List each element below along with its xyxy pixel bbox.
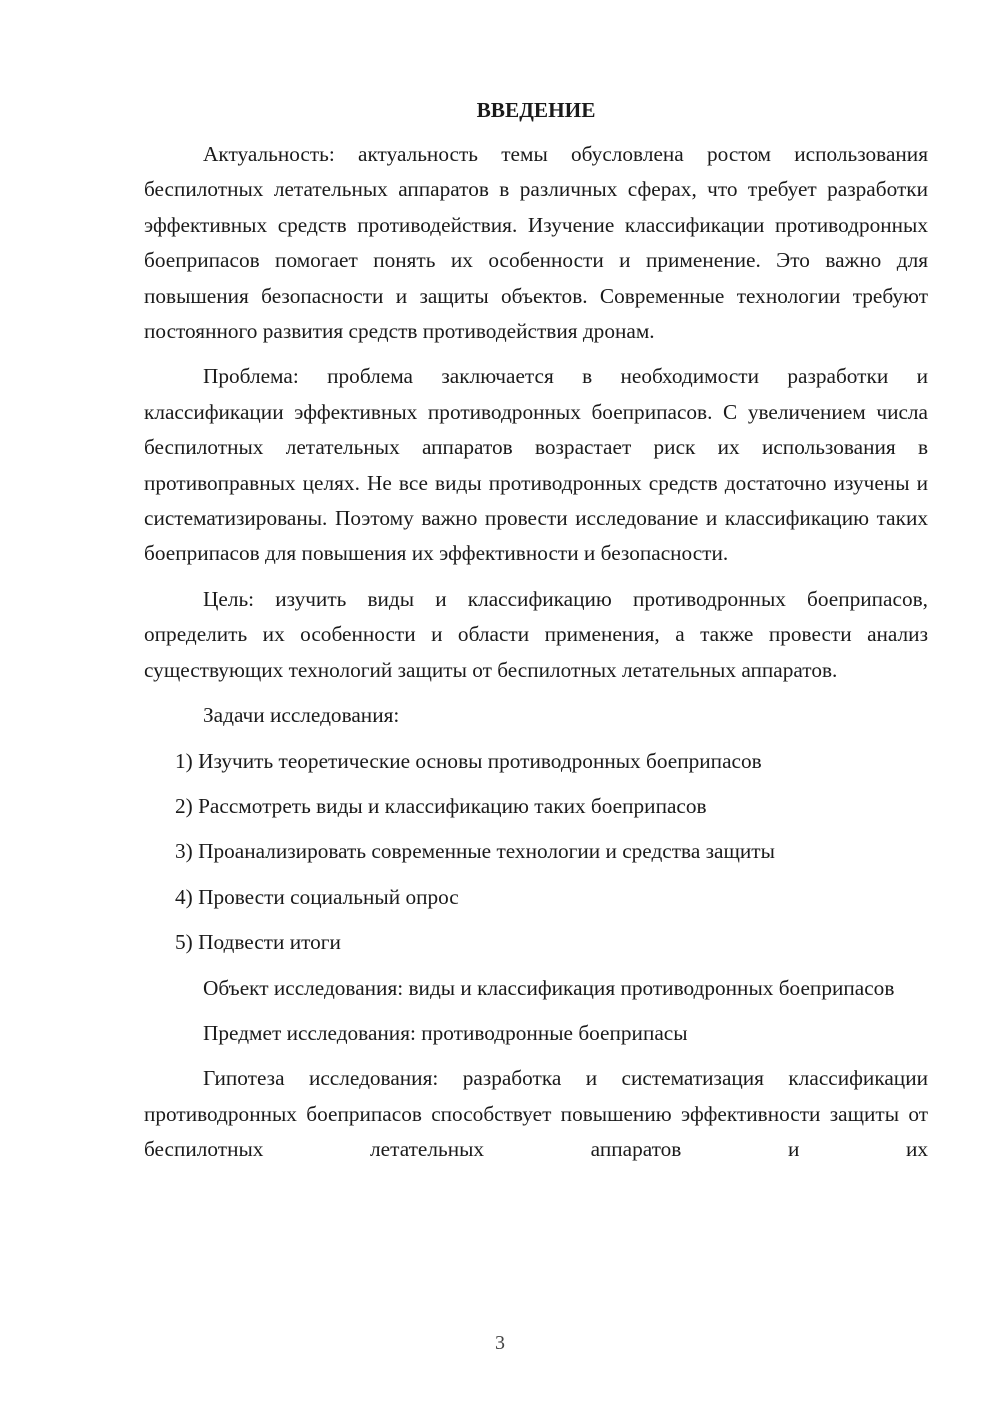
document-page	[144, 92, 928, 1178]
paragraph-hypothesis: Гипотеза исследования: разработка и систематизация классификации противодронных боеприпасов способствует повышению эффективности защиты от беспилотных летательных аппаратов и их	[144, 1066, 928, 1162]
paragraph-relevance: Актуальность: актуальность темы обусловлена ростом использования беспилотных летательных аппаратов в различных сферах, что требует разработки эффективных средств противодействия. Изучение классификации противодронных боеприпасов помогает понять их особенности и применение. Это важно для повышения безопасности и защиты объектов. Современные технологии требуют постоянного развития средств противодействия дронам.	[144, 142, 928, 344]
task-item-4: 4) Провести социальный опрос	[175, 884, 459, 909]
section-title: ВВЕДЕНИЕ	[476, 98, 596, 122]
paragraph-problem: Проблема: проблема заключается в необходимости разработки и классификации эффективных противодронных боеприпасов. С увеличением числа беспилотных летательных аппаратов возрастает риск их использования в противоправных целях. Не все виды противодронных средств достаточно изучены и систематизированы. Поэтому важно провести исследование и классификацию таких боеприпасов для повышения их эффективности и безопасности.	[144, 364, 928, 566]
tasks-heading: Задачи исследования:	[203, 703, 400, 728]
task-item-3: 3) Проанализировать современные технологии и средства защиты	[175, 839, 775, 864]
task-item-5: 5) Подвести итоги	[175, 930, 341, 955]
task-item-2: 2) Рассмотреть виды и классификацию таких боеприпасов	[175, 793, 707, 818]
page-number: 3	[495, 1332, 505, 1354]
task-item-1: 1) Изучить теоретические основы противодронных боеприпасов	[175, 748, 762, 773]
paragraph-subject: Предмет исследования: противодронные боеприпасы	[203, 1020, 688, 1045]
paragraph-goal: Цель: изучить виды и классификацию противодронных боеприпасов, определить их особенности и области применения, а также провести анализ существующих технологий защиты от беспилотных летательных аппаратов.	[144, 586, 928, 682]
paragraph-object: Объект исследования: виды и классификация противодронных боеприпасов	[203, 975, 895, 1000]
